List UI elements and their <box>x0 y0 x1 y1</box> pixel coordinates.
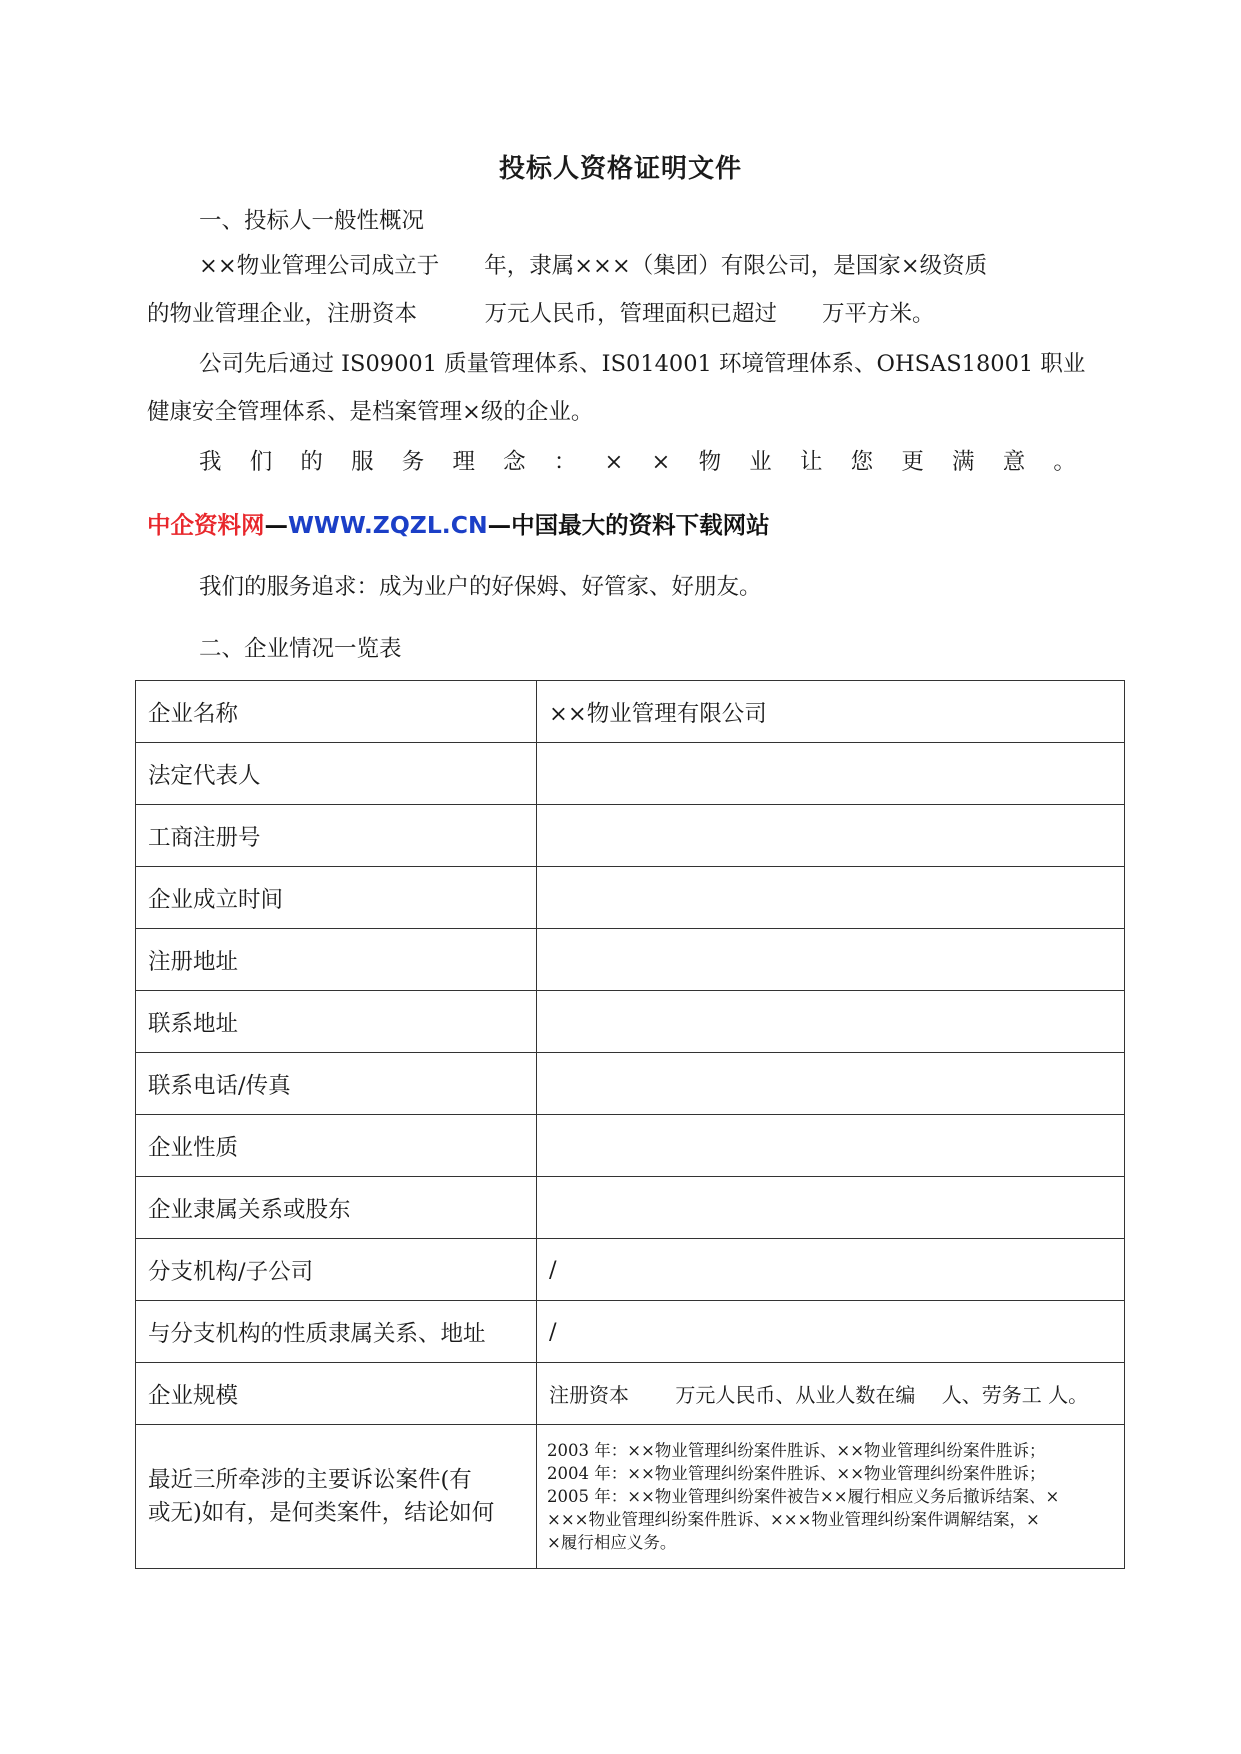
table-value-cell <box>537 1177 1125 1239</box>
banner-site-name: 中企资料网 <box>147 511 265 539</box>
philosophy-char: ： <box>553 449 577 475</box>
certification-paragraph-line1: 公司先后通过 IS09001 质量管理体系、IS014001 环境管理体系、OHSAS18001 职业 <box>199 351 1086 377</box>
table-value-cell <box>537 929 1125 991</box>
banner-dash: — <box>487 511 512 539</box>
litigation-line: 2003 年：××物业管理纠纷案件胜诉、××物业管理纠纷案件胜诉； <box>547 1441 1046 1460</box>
philosophy-char: 满 <box>952 449 975 475</box>
table-key-cell: 企业性质 <box>136 1115 537 1177</box>
table-key-cell: 联系电话/传真 <box>136 1053 537 1115</box>
table-key-cell: 企业规模 <box>136 1363 537 1425</box>
table-value-cell: / <box>537 1301 1125 1363</box>
litigation-value-cell <box>537 1425 1125 1569</box>
philosophy-char: 的 <box>300 449 323 475</box>
table-value-cell: 注册资本 万元人民币、从业人数在编 人、劳务工 人。 <box>537 1363 1125 1425</box>
table-value-cell: / <box>537 1239 1125 1301</box>
intro-paragraph-line2: 的物业管理企业，注册资本 万元人民币，管理面积已超过 万平方米。 <box>147 301 935 327</box>
litigation-line: 2004 年：××物业管理纠纷案件胜诉、××物业管理纠纷案件胜诉； <box>547 1464 1046 1483</box>
table-value-cell <box>537 743 1125 805</box>
promo-banner <box>147 506 770 540</box>
litigation-key-line: 或无)如有，是何类案件，结论如何 <box>148 1499 495 1526</box>
table-row <box>136 867 1125 929</box>
certification-paragraph-line2: 健康安全管理体系、是档案管理×级的企业。 <box>147 399 594 425</box>
philosophy-char: × <box>651 449 671 475</box>
table-row <box>136 1301 1125 1363</box>
philosophy-char: 。 <box>1053 449 1076 475</box>
philosophy-char: 更 <box>901 449 924 475</box>
section1-heading: 一、投标人一般性概况 <box>199 208 425 234</box>
table-value-cell <box>537 1115 1125 1177</box>
philosophy-char: 念 <box>503 449 526 475</box>
intro-paragraph-line1: ××物业管理公司成立于 年，隶属×××（集团）有限公司，是国家×级资质 <box>199 253 988 279</box>
table-row <box>136 1177 1125 1239</box>
philosophy-char: 服 <box>351 449 374 475</box>
table-value-cell: ××物业管理有限公司 <box>537 681 1125 743</box>
banner-dash: — <box>264 511 288 539</box>
table-key-cell: 注册地址 <box>136 929 537 991</box>
table-key-cell: 分支机构/子公司 <box>136 1239 537 1301</box>
philosophy-char: 理 <box>452 449 475 475</box>
company-info-table <box>135 680 1125 1569</box>
service-philosophy-line <box>199 438 1076 486</box>
table-key-cell: 企业隶属关系或股东 <box>136 1177 537 1239</box>
philosophy-char: × <box>604 449 624 475</box>
litigation-line: ×××物业管理纠纷案件胜诉、×××物业管理纠纷案件调解结案，× <box>547 1510 1040 1529</box>
philosophy-char: 意 <box>1002 449 1026 475</box>
table-key-cell: 联系地址 <box>136 991 537 1053</box>
table-row <box>136 1115 1125 1177</box>
philosophy-char: 您 <box>850 449 874 475</box>
table-row <box>136 743 1125 805</box>
litigation-key-cell <box>136 1425 537 1569</box>
table-row <box>136 681 1125 743</box>
table-key-cell: 与分支机构的性质隶属关系、地址 <box>136 1301 537 1363</box>
service-pursuit-paragraph: 我们的服务追求：成为业户的好保姆、好管家、好朋友。 <box>199 574 762 600</box>
document-title: 投标人资格证明文件 <box>498 154 742 184</box>
table-row <box>136 929 1125 991</box>
philosophy-char: 物 <box>698 449 722 475</box>
table-value-cell <box>537 991 1125 1053</box>
table-row <box>136 1053 1125 1115</box>
table-key-cell: 法定代表人 <box>136 743 537 805</box>
litigation-line: 2005 年：××物业管理纠纷案件被告××履行相应义务后撤诉结案、× <box>547 1487 1060 1506</box>
philosophy-char: 让 <box>799 449 823 475</box>
table-row <box>136 991 1125 1053</box>
table-row <box>136 1363 1125 1425</box>
litigation-key-line: 最近三所牵涉的主要诉讼案件(有 <box>148 1466 472 1493</box>
table-row <box>136 805 1125 867</box>
table-value-cell <box>537 867 1125 929</box>
table-key-cell: 工商注册号 <box>136 805 537 867</box>
philosophy-char: 务 <box>401 449 425 475</box>
philosophy-char: 们 <box>249 449 273 475</box>
banner-tagline: 中国最大的资料下载网站 <box>511 511 770 539</box>
litigation-line: ×履行相应义务。 <box>547 1533 677 1552</box>
table-row <box>136 1239 1125 1301</box>
table-row-litigation <box>136 1425 1125 1569</box>
table-key-cell: 企业名称 <box>136 681 537 743</box>
philosophy-char: 业 <box>749 449 772 475</box>
table-value-cell <box>537 1053 1125 1115</box>
table-key-cell: 企业成立时间 <box>136 867 537 929</box>
banner-url-link[interactable]: WWW.ZQZL.CN <box>288 511 488 539</box>
section2-heading: 二、企业情况一览表 <box>199 636 402 662</box>
table-value-cell <box>537 805 1125 867</box>
philosophy-char: 我 <box>199 449 222 475</box>
